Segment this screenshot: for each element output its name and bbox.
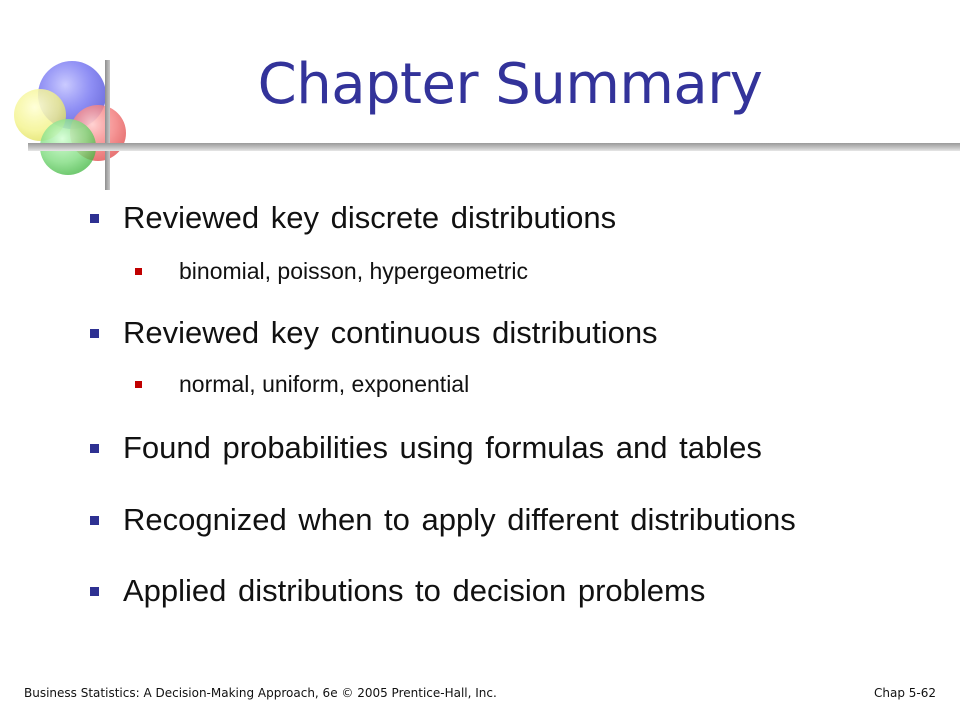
bullet-text: Reviewed key discrete distributions	[123, 200, 617, 235]
bullet-marker	[90, 444, 99, 453]
bullet-item	[90, 313, 658, 353]
overlapping-circles-logo-icon	[10, 55, 140, 195]
bullet-item	[90, 571, 705, 611]
vertical-rule	[105, 60, 110, 190]
bullet-marker	[90, 214, 99, 223]
bullet-marker	[90, 587, 99, 596]
bullet-text: Found probabilities using formulas and tables	[123, 430, 762, 465]
horizontal-rule	[28, 143, 960, 151]
bullet-item	[90, 198, 616, 238]
bullet-text: Applied distributions to decision problems	[123, 573, 706, 608]
bullet-marker	[90, 516, 99, 525]
slide-title: Chapter Summary	[257, 52, 763, 117]
sub-bullet-marker	[135, 268, 142, 275]
footer-page-number: Chap 5-62	[873, 686, 936, 700]
sub-bullet-item	[135, 368, 469, 400]
bullet-marker	[90, 329, 99, 338]
bullet-text: Reviewed key continuous distributions	[123, 315, 658, 350]
sub-bullet-text: normal, uniform, exponential	[179, 370, 470, 397]
bullet-text: Recognized when to apply different distributions	[123, 502, 796, 537]
bullet-item	[90, 428, 762, 468]
bullet-item	[90, 500, 796, 540]
sub-bullet-item	[135, 255, 528, 287]
sub-bullet-marker	[135, 381, 142, 388]
sub-bullet-text: binomial, poisson, hypergeometric	[179, 257, 529, 284]
footer-citation: Business Statistics: A Decision-Making Approach, 6e © 2005 Prentice-Hall, Inc.	[24, 686, 497, 700]
